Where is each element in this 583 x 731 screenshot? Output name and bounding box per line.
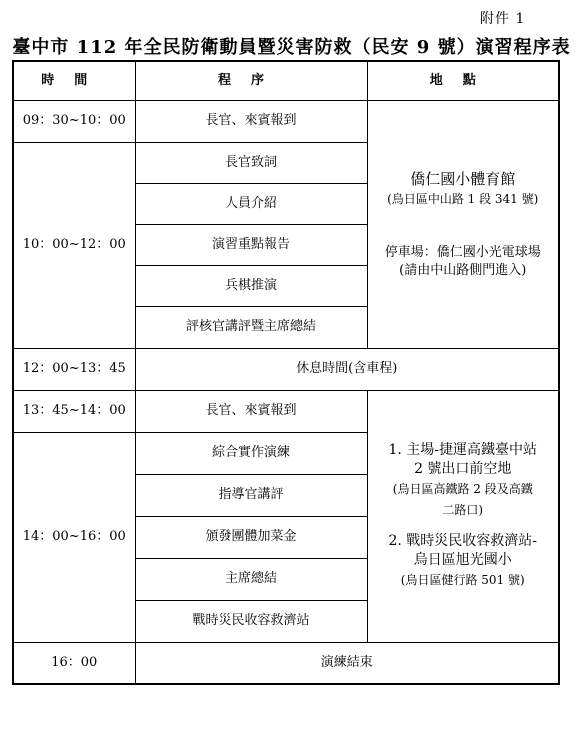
shelter-school: 烏日區旭光國小: [413, 551, 512, 568]
time-cell: 14：00~16：00: [13, 432, 135, 642]
parking-note: (請由中山路側門進入): [399, 262, 527, 278]
main-site-address-2: 二路口): [442, 503, 484, 518]
program-cell: 演習重點報告: [135, 224, 367, 265]
time-cell: 12：00~13：45: [13, 348, 135, 390]
table-row: [13, 390, 559, 432]
table-row: [13, 348, 559, 390]
parking-info: 停車場：僑仁國小光電球場: [384, 245, 541, 261]
table-row: [13, 642, 559, 684]
venue-name: 僑仁國小體育館: [410, 169, 516, 188]
main-site: 1. 主場-捷運高鐵臺中站: [388, 441, 538, 458]
program-cell: 長官、來賓報到: [135, 390, 367, 432]
table-row: [13, 100, 559, 142]
location-cell-afternoon: [367, 390, 559, 642]
time-cell: 09：30~10：00: [13, 100, 135, 142]
venue-address: (烏日區中山路 1 段 341 號): [387, 191, 539, 206]
header-time: 時間: [13, 61, 135, 100]
page-title: 臺中市 112 年全民防衛動員暨災害防救（民安 9 號）演習程序表: [12, 37, 571, 58]
program-cell: 指導官講評: [135, 474, 367, 516]
schedule-table: [12, 60, 560, 685]
shelter-site: 2. 戰時災民收容救濟站-: [388, 532, 538, 549]
program-cell: 長官、來賓報到: [135, 100, 367, 142]
shelter-address: (烏日區健行路 501 號): [400, 572, 525, 587]
header-program: 程序: [135, 61, 367, 100]
header-row: [13, 61, 559, 100]
program-cell: 人員介紹: [135, 183, 367, 224]
end-cell: 演練結束: [135, 642, 559, 684]
time-cell: 16：00: [13, 642, 135, 684]
break-cell: 休息時間(含車程): [135, 348, 559, 390]
main-site-detail: 2 號出口前空地: [414, 460, 512, 477]
program-cell: 戰時災民收容救濟站: [135, 600, 367, 642]
header-location: 地點: [367, 61, 559, 100]
program-cell: 兵棋推演: [135, 265, 367, 306]
program-cell: 主席總結: [135, 558, 367, 600]
attachment-label: 附件 1: [480, 11, 526, 27]
program-cell: 綜合實作演練: [135, 432, 367, 474]
location-cell-morning: [367, 100, 559, 348]
time-cell: 13：45~14：00: [13, 390, 135, 432]
time-cell: 10：00~12：00: [13, 142, 135, 348]
program-cell: 長官致詞: [135, 142, 367, 183]
program-cell: 頒發團體加菜金: [135, 516, 367, 558]
main-site-address: (烏日區高鐵路 2 段及高鐵: [392, 481, 533, 496]
program-cell: 評核官講評暨主席總結: [135, 306, 367, 348]
